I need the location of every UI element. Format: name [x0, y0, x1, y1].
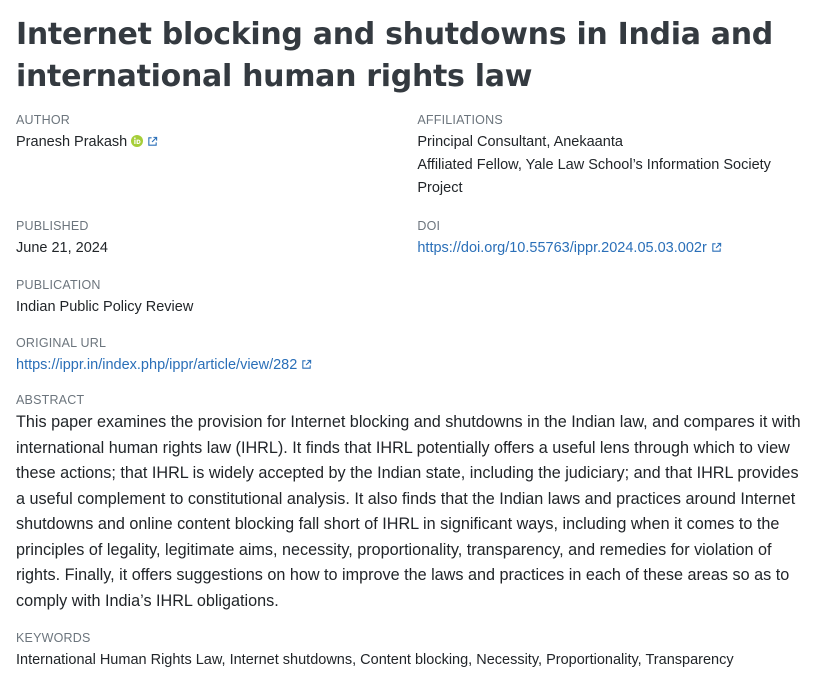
original-url-label: ORIGINAL URL	[16, 336, 107, 350]
original-url-text: https://ippr.in/index.php/ippr/article/view/282	[16, 357, 298, 373]
publication-name: Indian Public Policy Review	[16, 299, 194, 315]
original-url-link[interactable]	[16, 357, 312, 373]
orcid-link[interactable]	[127, 134, 158, 150]
affiliations-label: AFFILIATIONS	[417, 113, 503, 127]
published-date: June 21, 2024	[16, 240, 108, 256]
abstract-text: This paper examines the provision for Internet blocking and shutdowns in the Indian law, and compares it with international human rights law (IHRL). It finds that IHRL potentially offers a useful lens through which to view these actions; that IHRL is widely accepted by the Indian state, including the judiciary; and that IHRL provides a useful complement to constitutional analysis. It also finds that the Indian laws and practices around Internet shutdowns and online content blocking fall short of IHRL in significant ways, including when it comes to the principles of legality, legitimate aims, necessity, proportionality, transparency, and remedies for violation of rights. Finally, it offers suggestions on how to improve the laws and practices in each of these areas so as to comply with India’s IHRL obligations.	[16, 413, 801, 610]
doi-line	[417, 237, 801, 260]
author-name: Pranesh Prakash	[16, 134, 128, 150]
doi-url: https://doi.org/10.55763/ippr.2024.05.03.002r	[417, 240, 707, 256]
author-label: AUTHOR	[16, 113, 70, 127]
abstract-label: ABSTRACT	[16, 393, 85, 407]
publication-label: PUBLICATION	[16, 278, 101, 292]
affiliation-item: Principal Consultant, Anekaanta	[417, 134, 623, 150]
published-row	[16, 218, 801, 260]
affiliations-section	[417, 112, 801, 200]
author-row	[16, 112, 801, 200]
external-link-icon	[301, 359, 312, 370]
publication-section	[16, 277, 801, 319]
external-link-icon	[147, 136, 158, 147]
page-title: Internet blocking and shutdowns in India and international human rights law	[16, 17, 773, 94]
keywords-section	[16, 630, 801, 672]
original-url-section	[16, 335, 801, 377]
doi-label: DOI	[417, 219, 441, 233]
published-section	[16, 218, 417, 260]
doi-link[interactable]	[417, 240, 721, 256]
affiliation-item: Affiliated Fellow, Yale Law School’s Information Society Project	[417, 157, 771, 196]
author-line	[16, 131, 417, 154]
published-label: PUBLISHED	[16, 219, 89, 233]
keywords-text: International Human Rights Law, Internet shutdowns, Content blocking, Necessity, Proportionality, Transparency	[16, 652, 734, 668]
external-link-icon	[711, 242, 722, 253]
abstract-section	[16, 392, 801, 614]
orcid-icon	[131, 135, 143, 147]
original-url-line	[16, 354, 801, 377]
doi-section	[417, 218, 801, 260]
author-section	[16, 112, 417, 200]
keywords-label: KEYWORDS	[16, 631, 91, 645]
